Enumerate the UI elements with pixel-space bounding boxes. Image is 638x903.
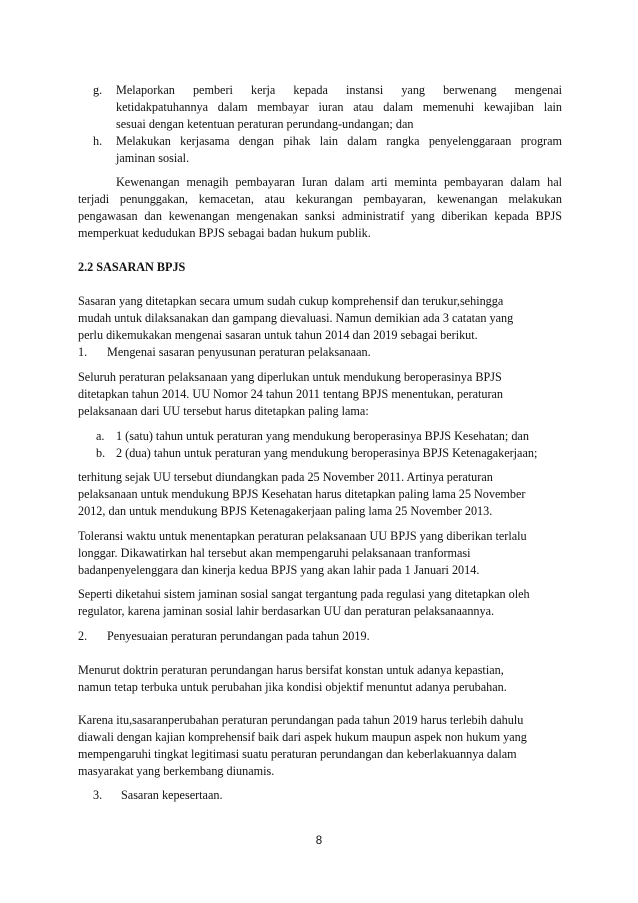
text-line: pengawasan dan kewenangan mengenakan sanksi administratif yang diberikan kepada BPJS bbox=[78, 209, 562, 223]
text-line: ketidakpatuhannya dalam membayar iuran atau dalam memenuhi kewajiban lain bbox=[116, 100, 562, 114]
item-marker: 3. bbox=[93, 788, 103, 802]
item-text: Mengenai sasaran penyusunan peraturan pelaksanaan. bbox=[107, 345, 371, 359]
text-line: terjadi penunggakan, kemacetan, atau kekurangan pembayaran, kewenangan melakukan bbox=[78, 192, 562, 206]
text-line: badanpenyelenggara dan kinerja kedua BPJS yang akan lahir pada 1 Januari 2014. bbox=[78, 563, 480, 577]
sub-marker: a. bbox=[96, 429, 105, 443]
list-marker: h. bbox=[93, 134, 103, 148]
text-line: Seluruh peraturan pelaksanaan yang diperlukan untuk mendukung beroperasinya BPJS bbox=[78, 370, 502, 384]
page-number: 8 bbox=[315, 835, 323, 847]
item-marker: 2. bbox=[78, 629, 88, 643]
text-line: memperkuat kedudukan BPJS sebagai badan hukum publik. bbox=[78, 226, 371, 240]
section-heading: 2.2 SASARAN BPJS bbox=[78, 260, 186, 274]
text-line: pelaksanaan untuk mendukung BPJS Kesehatan harus ditetapkan paling lama 25 November bbox=[78, 487, 526, 501]
text-line: sesuai dengan ketentuan peraturan perundang-undangan; dan bbox=[116, 117, 414, 131]
sub-text: 1 (satu) tahun untuk peraturan yang mendukung beroperasinya BPJS Kesehatan; dan bbox=[116, 429, 529, 443]
text-line: mempengaruhi tingkat legitimasi suatu peraturan perundangan dan keberlakuannya dalam bbox=[78, 747, 517, 761]
text-line: masyarakat yang berkembang diunamis. bbox=[78, 764, 275, 778]
list-marker: g. bbox=[93, 83, 103, 97]
text-line: mudah untuk dilaksanakan dan gampang dievaluasi. Namun demikian ada 3 catatan yang bbox=[78, 311, 514, 325]
text-line: namun tetap terbuka untuk perubahan jika kondisi objektif menuntut adanya perubahan. bbox=[78, 680, 507, 694]
text-line: 2012, dan untuk mendukung BPJS Ketenagakerjaan paling lama 25 November 2013. bbox=[78, 504, 493, 518]
sub-marker: b. bbox=[96, 446, 106, 460]
text-line: Sasaran yang ditetapkan secara umum sudah cukup komprehensif dan terukur,sehingga bbox=[78, 294, 504, 308]
text-line: perlu dikemukakan mengenai sasaran untuk tahun 2014 dan 2019 sebagai berikut. bbox=[78, 328, 478, 342]
text-line: Melaporkan pemberi kerja kepada instansi yang berwenang mengenai bbox=[116, 83, 562, 97]
text-line: Seperti diketahui sistem jaminan sosial sangat tergantung pada regulasi yang ditetapkan oleh bbox=[78, 587, 530, 601]
text-line: Karena itu,sasaranperubahan peraturan perundangan pada tahun 2019 harus terlebih dahulu bbox=[78, 713, 524, 727]
text-line: ditetapkan tahun 2014. UU Nomor 24 tahun 2011 tentang BPJS menentukan, peraturan bbox=[78, 387, 504, 401]
text-line: pelaksanaan dari UU tersebut harus ditetapkan paling lama: bbox=[78, 404, 369, 418]
text-line: longgar. Dikawatirkan hal tersebut akan mempengaruhi pelaksanaan tranformasi bbox=[78, 546, 471, 560]
item-marker: 1. bbox=[78, 345, 88, 359]
sub-text: 2 (dua) tahun untuk peraturan yang mendukung beroperasinya BPJS Ketenagakerjaan; bbox=[116, 446, 538, 460]
text-line: Menurut doktrin peraturan perundangan harus bersifat konstan untuk adanya kepastian, bbox=[78, 663, 504, 677]
item-text: Sasaran kepesertaan. bbox=[121, 788, 223, 802]
item-text: Penyesuaian peraturan perundangan pada tahun 2019. bbox=[107, 629, 370, 643]
text-line: Kewenangan menagih pembayaran Iuran dalam arti meminta pembayaran dalam hal bbox=[116, 175, 562, 189]
text-line: regulator, karena jaminan sosial lahir berdasarkan UU dan peraturan pelaksanaannya. bbox=[78, 604, 495, 618]
text-line: Toleransi waktu untuk menentapkan peraturan pelaksanaan UU BPJS yang diberikan terlalu bbox=[78, 529, 527, 543]
text-line: diawali dengan kajian komprehensif baik dari aspek hukum maupun aspek non hukum yang bbox=[78, 730, 527, 744]
text-line: jaminan sosial. bbox=[116, 151, 190, 165]
text-line: Melakukan kerjasama dengan pihak lain dalam rangka penyelenggaraan program bbox=[116, 134, 562, 148]
text-line: terhitung sejak UU tersebut diundangkan pada 25 November 2011. Artinya peraturan bbox=[78, 470, 493, 484]
